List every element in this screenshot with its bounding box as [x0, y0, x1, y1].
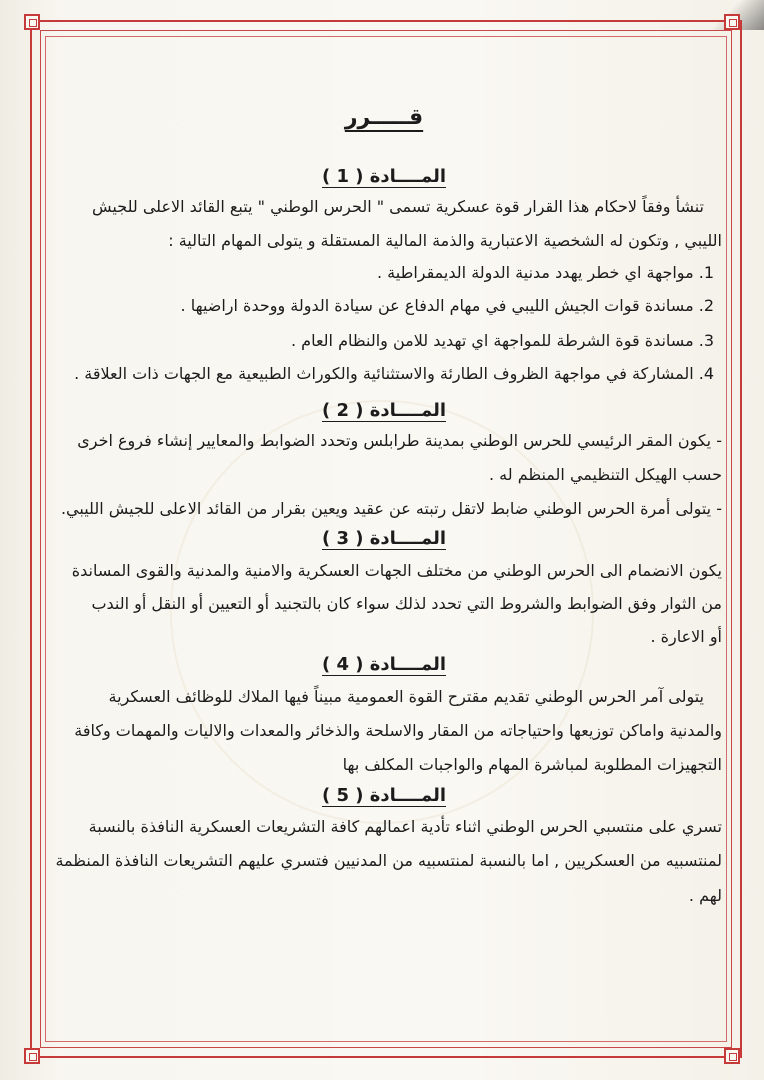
corner-ornament-top-right	[724, 14, 740, 30]
article-3-line-1: يكون الانضمام الى الحرس الوطني من مختلف الجهات العسكرية والامنية والمدنية والقوى المساندة	[71, 561, 722, 580]
article-4-line-1: يتولى آمر الحرس الوطني تقديم مقترح القوة العمومية مبيناً فيها الملاك للوظائف العسكرية	[108, 687, 704, 706]
article-2-line-2: حسب الهيكل التنظيمي المنظم له .	[488, 465, 722, 484]
article-1-item-3: 3. مساندة قوة الشرطة للمواجهة اي تهديد للامن والنظام العام .	[291, 331, 714, 350]
article-5-line-3: لهم .	[688, 886, 722, 905]
corner-ornament-bottom-right	[724, 1048, 740, 1064]
article-4-line-2: والمدنية واماكن توزيعها واحتياجاته من المقار والاسلحة والذخائر والمعدات والاليات والمهمات وكافة	[74, 721, 722, 740]
article-4-heading: المــــادة ( 4 )	[321, 654, 447, 675]
article-3-line-2: من الثوار وفق الضوابط والشروط التي تحدد لذلك سواء كان بالتجنيد أو التعيين أو النقل أو الندب	[91, 594, 722, 613]
article-5-line-2: لمنتسبيه من العسكريين , اما بالنسبة لمنتسبيه من المدنيين فتسري عليهم التشريعات النافذة المنظمة	[55, 851, 722, 870]
article-1-item-2: 2. مساندة قوات الجيش الليبي في مهام الدفاع عن سيادة الدولة ووحدة اراضيها .	[180, 296, 714, 315]
article-2-line-1: - يكون المقر الرئيسي للحرس الوطني بمدينة طرابلس وتحدد الضوابط والمعايير إنشاء فروع اخرى	[77, 431, 722, 450]
article-5-heading: المــــادة ( 5 )	[321, 785, 447, 806]
article-1-item-4: 4. المشاركة في مواجهة الظروف الطارئة والاستثنائية والكوراث الطبيعية مع الجهات ذات العلاقة .	[74, 364, 714, 383]
article-2-heading: المــــادة ( 2 )	[321, 400, 447, 421]
corner-ornament-top-left	[24, 14, 40, 30]
article-1-line-2: الليبي , وتكون له الشخصية الاعتبارية والذمة المالية المستقلة و يتولى المهام التالية :	[168, 231, 722, 250]
article-3-line-3: أو الاعارة .	[650, 627, 722, 646]
article-4-line-3: التجهيزات المطلوبة لمباشرة المهام والواجبات المكلف بها	[342, 755, 722, 774]
article-1-line-1: تنشأ وفقاً لاحكام هذا القرار قوة عسكرية تسمى " الحرس الوطني " يتبع القائد الاعلى للجيش	[92, 197, 704, 216]
document-title: قـــــرر	[344, 105, 424, 130]
article-2-line-3: - يتولى أمرة الحرس الوطني ضابط لاتقل رتبته عن عقيد ويعين بقرار من القائد الاعلى للجيش الليبي.	[60, 499, 722, 518]
article-3-heading: المــــادة ( 3 )	[321, 528, 447, 549]
article-1-item-1: 1. مواجهة اي خطر يهدد مدنية الدولة الديمقراطية .	[377, 263, 714, 282]
corner-ornament-bottom-left	[24, 1048, 40, 1064]
article-1-heading: المــــادة ( 1 )	[321, 166, 447, 187]
article-5-line-1: تسري على منتسبي الحرس الوطني اثناء تأدية اعمالهم كافة التشريعات العسكرية النافذة بالنسبة	[88, 817, 722, 836]
